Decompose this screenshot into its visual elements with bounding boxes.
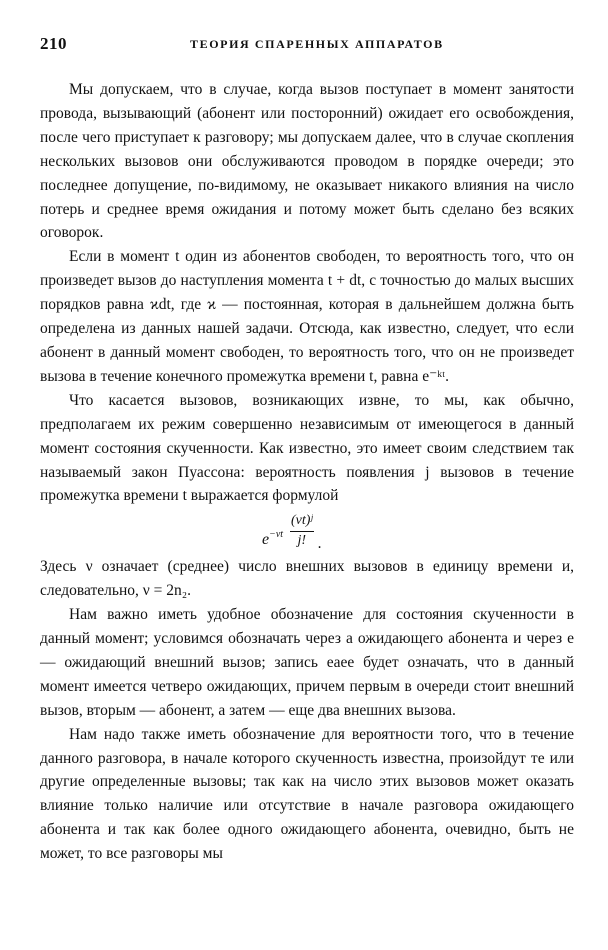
formula-numerator: (νt)ʲ [290,512,314,532]
formula-period: . [317,535,322,553]
paragraph-conversation-probability: Нам надо также иметь обозначение для вероятности того, что в течение данного разговора, в начале которого скученность известна, произойдут те или другие определенные вызовы; так как на число этих вызовов может оказать влияние только наличие или отсутствие в начале разговора ожидающего абонента и так как более одного ожидающего абонента, очевидно, быть не может, то все разговоры мы [40,725,574,863]
formula-exponent: −νt [269,529,284,541]
paragraph-nu-definition: Здесь ν означает (среднее) число внешних вызовов в единицу времени и, следовательно, ν = 2n₂. [40,558,574,600]
page-number: 210 [40,34,67,53]
paragraph-notation: Нам важно иметь удобное обозначение для состояния скученности в данный момент; условимся обозначать через a ожидающего абонента и через e — ожидающий внешний вызов; запись eaee будет означать, что в данный момент имеется четверо ожидающих, причем первым в очереди стоит внешний вызов, вторым — абонент, а затем — еще два внешних вызова. [40,606,574,719]
formula-denominator: j! [297,533,307,549]
paragraph-call-probability: Если в момент t один из абонентов свободен, то вероятность того, что он произведет вызов до наступления момента t + dt, с точностью до малых высших порядков равна ϰdt, где ϰ — постоянная, которая в дальнейшем должна быть определена из данных нашей задачи. Отсюда, как известно, следует, что если абонент в данный момент свободен, то вероятность того, что он не произведет вызова в течение конечного промежутка времени t, равна e⁻ᵏᵗ. [40,248,574,385]
paragraph-external-calls: Что касается вызовов, возникающих извне, то мы, как обычно, предполагаем их режим совершенно независимым от имеющегося в данный момент состояния скученности. Как известно, это имеет своим следствием так называемый закон Пуассона: вероятность появления j вызовов в течение промежутка времени t выражается формулой [40,391,574,505]
running-head-title: ТЕОРИЯ СПАРЕННЫХ АППАРАТОВ [190,37,444,51]
paragraph-assumptions: Мы допускаем, что в случае, когда вызов поступает в момент занятости провода, вызывающий (абонент или посторонний) ожидает его освобождения, после чего приступает к разговору; мы допускаем далее, что в случае скопления нескольких вызовов они обслуживаются проводом в порядке очереди; это последнее допущение, по-видимому, не оказывает никакого влияния на число потерь и среднее время ожидания и потому может быть сделано без всяких оговорок. [40,81,574,242]
formula-base: e [262,531,270,549]
poisson-formula [40,508,574,555]
running-head [40,34,574,54]
formula-fraction [290,512,314,550]
body-text [40,78,574,866]
formula-exponential [262,528,283,554]
